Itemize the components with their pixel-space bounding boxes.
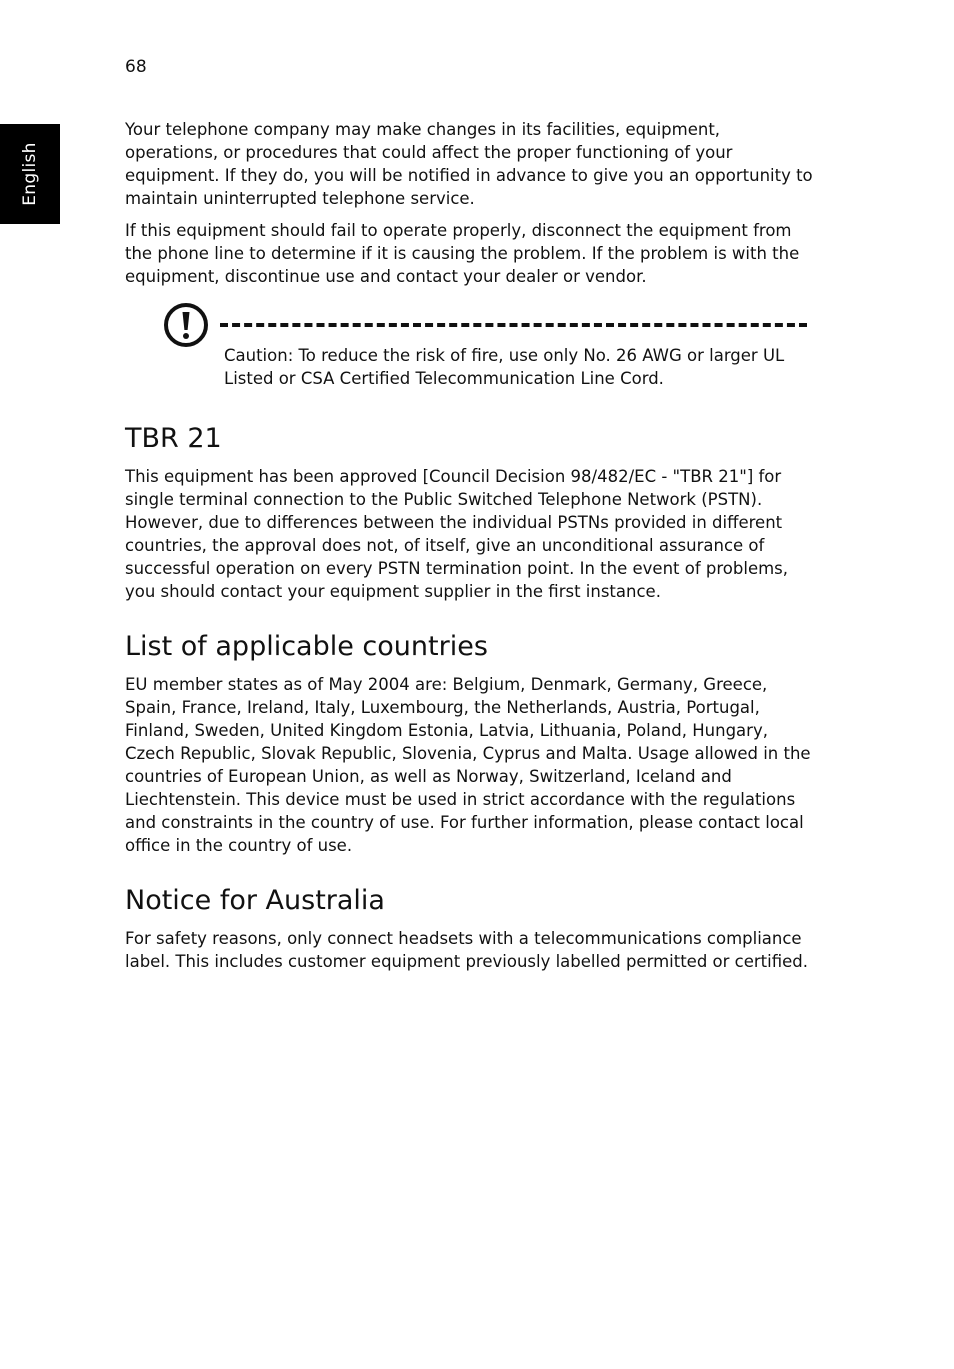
- side-tab-label: English: [20, 142, 40, 206]
- intro-paragraph-2: If this equipment should fail to operate properly, disconnect the equipment from the phone line to determine if it is causing the problem. If the problem is with the equipment, discontinue use and contact your dealer or vendor.: [125, 221, 800, 286]
- australia-paragraph: For safety reasons, only connect headsets with a telecommunications compliance label. This includes customer equipment previously labelled permitted or certified.: [125, 929, 808, 971]
- caution-text: [224, 344, 814, 390]
- caution-divider: [220, 323, 807, 327]
- heading-tbr21: TBR 21: [125, 423, 222, 454]
- tbr21-paragraph: This equipment has been approved [Council Decision 98/482/EC - "TBR 21"] for single terminal connection to the Public Switched Telephone Network (PSTN). However, due to differences between the individual PSTNs provided in different countries, the approval does not, of itself, give an unconditional assurance of successful operation on every PSTN termination point. In the event of problems, you should contact your equipment supplier in the first instance.: [125, 467, 789, 601]
- heading-notice-australia: Notice for Australia: [125, 885, 385, 916]
- heading-applicable-countries: List of applicable countries: [125, 631, 488, 662]
- page-number: 68: [125, 57, 147, 77]
- countries-paragraph: EU member states as of May 2004 are: Belgium, Denmark, Germany, Greece, Spain, France, Ireland, Italy, Luxembourg, the Netherlands, Austria, Portugal, Finland, Sweden, United Kingdom Estonia, Latvia, Lithuania, Poland, Hungary, Czech Republic, Slovak Republic, Slovenia, Cyprus and Malta. Usage allowed in the countries of European Union, as well as Norway, Switzerland, Iceland and Liechtenstein. This device must be used in strict accordance with the regulations and constraints in the country of use. For further information, please contact local office in the country of use.: [125, 675, 811, 855]
- caution-body: To reduce the risk of fire, use only No. 26 AWG or larger UL Listed or CSA Certified Telecommunication Line Cord.: [224, 346, 785, 388]
- page-content: [125, 118, 815, 973]
- language-side-tab: [0, 124, 60, 224]
- caution-label: Caution:: [224, 346, 294, 365]
- exclamation-circle-icon: [163, 302, 209, 348]
- caution-note: [125, 302, 815, 402]
- intro-paragraph-1: Your telephone company may make changes in its facilities, equipment, operations, or procedures that could affect the proper functioning of your equipment. If they do, you will be notified in advance to give you an opportunity to maintain uninterrupted telephone service.: [125, 120, 813, 208]
